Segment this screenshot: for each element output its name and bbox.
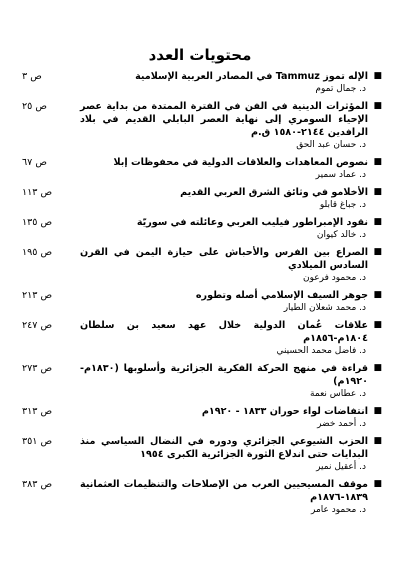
entry-title: الصراع بين الفرس والأحباش على حيازة اليمن في القرن السادس الميلادي (80, 247, 368, 271)
entry-author: د. عطاس نعمة (310, 389, 366, 399)
bullet-icon: ■ (373, 479, 382, 489)
entry-title: الأخلامو في وثائق الشرق العربي القديم (180, 187, 368, 198)
contents-entry (22, 319, 382, 358)
entry-author: د. محمود عامر (311, 505, 366, 515)
contents-entry (22, 156, 382, 182)
entry-title: موقف المسيحيين العرب من الإصلاحات والتنظيمات العثمانية ١٨٣٩-١٨٧٦م (80, 479, 368, 503)
entry-title: المؤثرات الدينية في الفن في الفترة الممتدة من بداية عصر الإحياء السومري إلى نهاية العصر البابلي القديم في بلاد الرافدين ٢١٤٤-١٥٨٠ ق.م (80, 101, 368, 138)
contents-entry (22, 100, 382, 152)
entry-page-number: ص ٣٥١ (22, 436, 53, 447)
bullet-icon: ■ (373, 320, 382, 330)
page-title: محتويات العدد (148, 46, 252, 64)
contents-entry (22, 216, 382, 242)
entry-page-number: ص ٢٥ (22, 101, 47, 112)
entry-title: قراءة في منهج الحركة الفكرية الجزائرية وأسلوبها (١٨٣٠م- ١٩٢٠م) (80, 363, 368, 387)
contents-entry (22, 70, 382, 96)
bullet-icon: ■ (373, 363, 382, 373)
entry-author: د. عماد سمير (315, 170, 366, 180)
entry-author: د. محمد شعلان الطيار (283, 303, 366, 313)
bullet-icon: ■ (373, 436, 382, 446)
bullet-icon: ■ (373, 71, 382, 81)
entry-page-number: ص ٣ (22, 71, 42, 82)
entry-author: د. محمود فرعون (303, 273, 366, 283)
contents-entry (22, 289, 382, 315)
entry-page-number: ص ٣٨٣ (22, 479, 53, 490)
bullet-icon: ■ (373, 157, 382, 167)
entry-page-number: ص ١١٣ (22, 187, 53, 198)
contents-entry (22, 405, 382, 431)
contents-entry (22, 362, 382, 401)
entry-page-number: ص ١٣٥ (22, 217, 53, 228)
contents-entry (22, 478, 382, 517)
contents-entry (22, 186, 382, 212)
bullet-icon: ■ (373, 406, 382, 416)
entry-author: د. جمال تموم (315, 84, 366, 94)
bullet-icon: ■ (373, 247, 382, 257)
bullet-icon: ■ (373, 187, 382, 197)
bullet-icon: ■ (373, 290, 382, 300)
entry-author: د. خالد كيوان (316, 230, 366, 240)
entry-page-number: ص ٣١٣ (22, 406, 53, 417)
entry-title: انتفاضات لواء حوران ١٨٣٣ - ١٩٢٠م (201, 406, 368, 417)
entry-author: د. جباغ قابلو (319, 200, 366, 210)
entry-title: نصوص المعاهدات والعلاقات الدولية في محفوظات إبلا (113, 157, 368, 168)
entry-title: جوهر السيف الإسلامي أصله وتطوره (195, 290, 368, 301)
contents-list (22, 70, 382, 521)
entry-page-number: ص ٢١٣ (22, 290, 53, 301)
entry-author: د. فاضل محمد الحسيني (276, 346, 366, 356)
entry-page-number: ص ٢٤٧ (22, 320, 53, 331)
entry-author: د. أحمد خضر (317, 419, 366, 429)
entry-page-number: ص ١٩٥ (22, 247, 53, 258)
entry-title: نقود الإمبراطور فيليب العربي وعائلته في سوريّة (136, 217, 368, 228)
bullet-icon: ■ (373, 101, 382, 111)
entry-title: علاقات عُمان الدولية خلال عهد سعيد بن سلطان ١٨٠٤م-١٨٥٦م (80, 320, 368, 344)
entry-author: د. أعقيل نمير (316, 462, 366, 472)
bullet-icon: ■ (373, 217, 382, 227)
entry-title: الإله تموز Tammuz في المصادر العربية الإسلامية (135, 71, 368, 82)
entry-title: الحزب الشيوعي الجزائري ودوره في النضال السياسي منذ البدايات حتى اندلاع الثورة الجزائرية الكبرى ١٩٥٤ (80, 436, 368, 460)
entry-page-number: ص ٦٧ (22, 157, 47, 168)
entry-author: د. حسان عبد الحق (296, 140, 366, 150)
contents-entry (22, 435, 382, 474)
entry-page-number: ص ٢٧٣ (22, 363, 53, 374)
contents-entry (22, 246, 382, 285)
